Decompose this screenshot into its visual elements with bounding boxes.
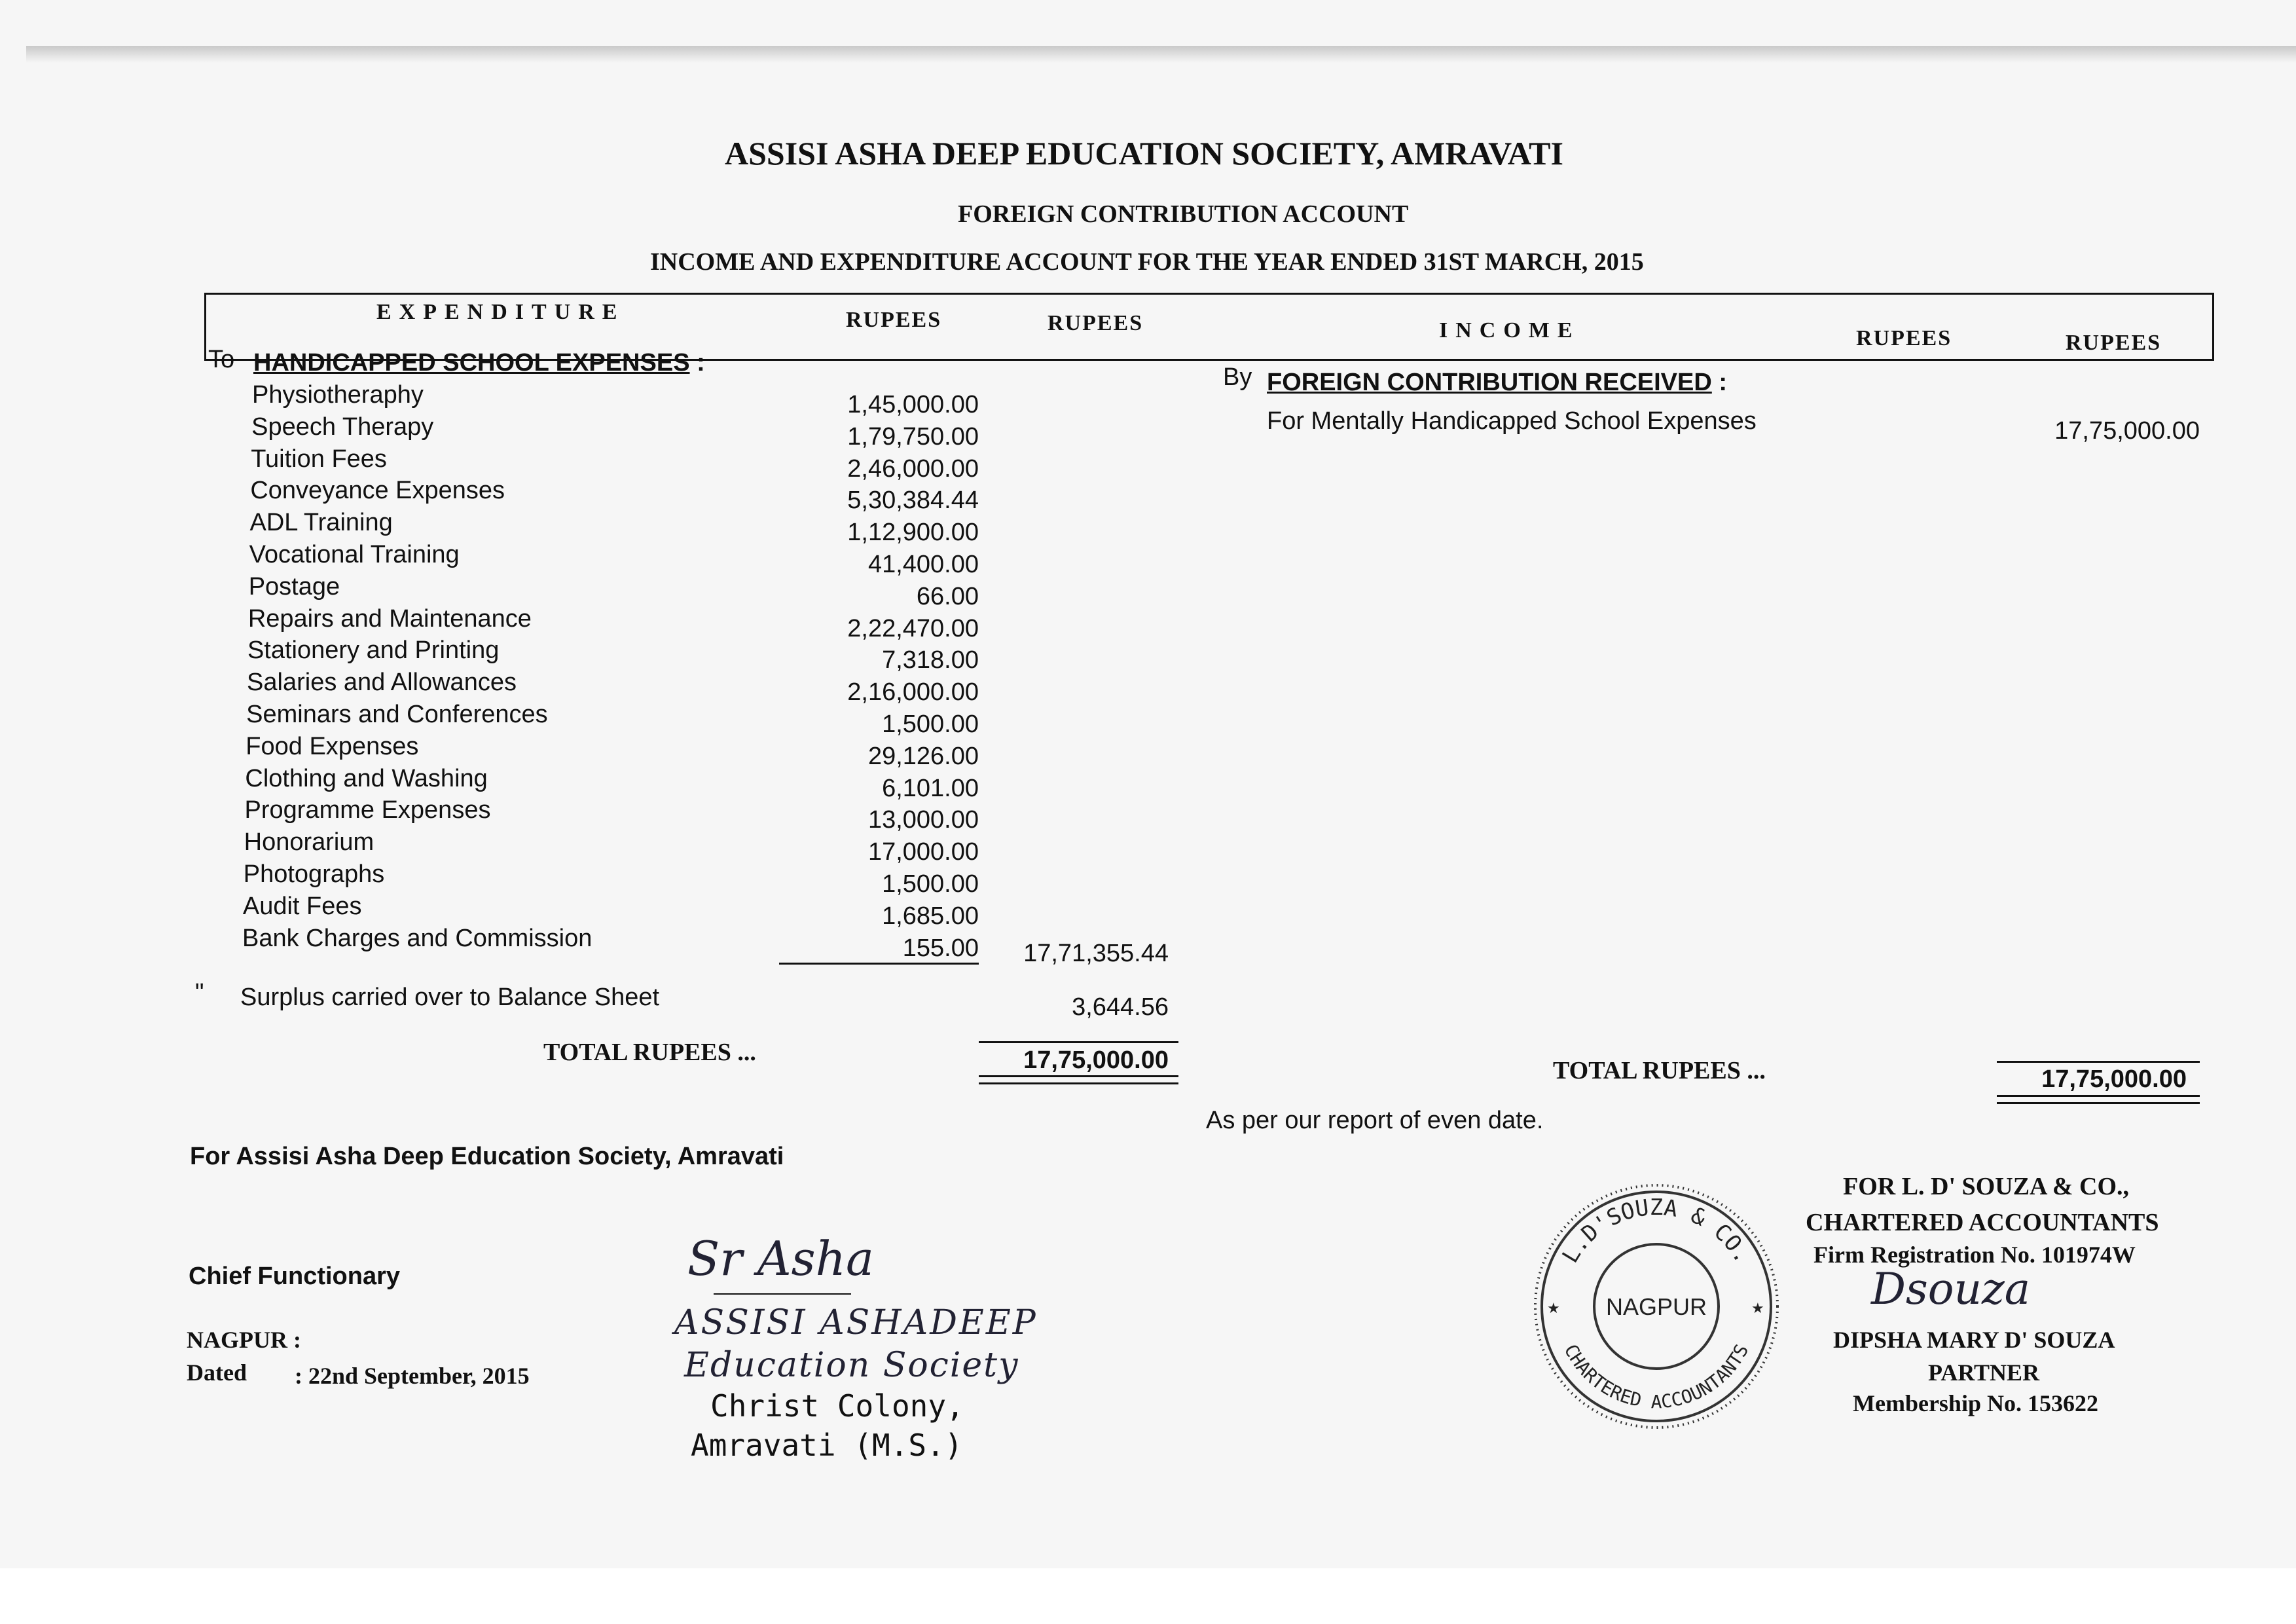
expenditure-item-label: Vocational Training [249,541,460,568]
org-title: ASSISI ASHA DEEP EDUCATION SOCIETY, AMRAVATI [725,135,1563,172]
signature-rule [714,1293,851,1295]
header-left-rule [204,293,206,361]
col-header-income: INCOME [1439,318,1580,342]
income-prefix: By [1223,363,1252,391]
income-total-amount: 17,75,000.00 [2041,1065,2187,1093]
account-title: FOREIGN CONTRIBUTION ACCOUNT [958,200,1409,228]
membership-number: Membership No. 153622 [1853,1390,2098,1416]
expenditure-item-label: Photographs [243,860,385,888]
auditor-signature: Dsouza [1871,1264,2031,1314]
expenditure-item-amount: 66.00 [916,582,979,610]
expenditure-item-amount: 1,12,900.00 [847,519,979,547]
expenditure-item-label: Honorarium [244,828,374,857]
col-header-expenditure: EXPENDITURE [376,300,625,324]
expenditure-item-label: Speech Therapy [251,413,434,441]
society-stamp-line-3: Christ Colony, [710,1388,964,1424]
expenditure-item-label: Tuition Fees [251,445,387,473]
auditor-line-1: FOR L. D' SOUZA & CO., [1843,1173,2130,1200]
seal-star-right-icon: ★ [1751,1301,1764,1317]
expenditure-item-label: Bank Charges and Commission [242,924,592,952]
expenditure-item-amount: 1,500.00 [882,870,979,898]
society-signature: Sr Asha [687,1231,874,1286]
col-header-rupees-2: RUPEES [1048,311,1144,335]
seal-star-left-icon: ★ [1547,1301,1560,1317]
scan-top-edge [26,46,2296,63]
society-stamp-line-2: Education Society [684,1346,1019,1385]
expenditure-item-label: Programme Expenses [244,796,491,824]
expenditure-total-top-rule [979,1041,1178,1043]
expenditure-item-label: Stationery and Printing [247,637,500,665]
expenditure-item-label: Clothing and Washing [245,764,488,792]
dated-value: : 22nd September, 2015 [295,1363,530,1389]
header-right-rule [2212,293,2214,361]
expenditure-total-label: TOTAL RUPEES ... [543,1039,756,1066]
expenditure-item-amount: 41,400.00 [867,551,979,578]
expenditure-item-amount: 1,45,000.00 [847,391,979,418]
income-item-label: For Mentally Handicapped School Expenses [1267,407,1757,435]
income-total-double-rule [1997,1095,2200,1104]
header-top-rule [204,293,2214,295]
col-header-rupees-1: RUPEES [846,308,942,332]
seal-bottom-text: CHARTERED ACCOUNTANTS [1559,1340,1753,1412]
auditor-line-3: Firm Registration No. 101974W [1813,1242,2136,1268]
chief-functionary: Chief Functionary [189,1263,401,1290]
expenditure-total-amount: 17,75,000.00 [1023,1046,1169,1074]
expenditure-item-amount: 5,30,384.44 [847,487,979,515]
expenditure-item-label: Conveyance Expenses [250,477,505,505]
expenditure-item-label: Repairs and Maintenance [247,604,532,633]
income-group-heading [1267,369,1727,397]
expenditure-group-label: HANDICAPPED SCHOOL EXPENSES [253,349,690,377]
surplus-amount: 3,644.56 [1072,993,1169,1021]
auditor-seal [1529,1179,1784,1434]
scan-bottom-edge [0,1568,2296,1624]
statement-title: INCOME AND EXPENDITURE ACCOUNT FOR THE YEAR ENDED 31ST MARCH, 2015 [650,248,1644,276]
partner-title: PARTNER [1928,1359,2040,1386]
society-stamp-line-1: ASSISI ASHADEEP [674,1303,1038,1342]
surplus-label: Surplus carried over to Balance Sheet [240,984,660,1011]
society-stamp-line-4: Amravati (M.S.) [691,1428,963,1463]
income-total-top-rule [1997,1061,2200,1063]
income-group-colon: : [1719,369,1728,396]
expenditure-item-label: Food Expenses [246,732,419,760]
place: NAGPUR : [187,1327,301,1353]
expenditure-group-heading [253,349,705,377]
expenditure-item-label: Salaries and Allowances [247,669,517,697]
report-note: As per our report of even date. [1206,1107,1544,1134]
expenditure-item-amount: 1,500.00 [882,710,979,738]
col-header-rupees-3: RUPEES [1856,326,1952,350]
expenditure-item-label: Postage [248,572,340,600]
expenditure-item-amount: 13,000.00 [867,806,979,834]
surplus-prefix: " [195,979,204,1006]
expenditure-item-amount: 2,22,470.00 [847,614,979,642]
auditor-line-2: CHARTERED ACCOUNTANTS [1806,1209,2159,1236]
seal-top-text: L.D'SOUZA & CO. [1557,1194,1756,1268]
expenditure-total-double-rule [979,1075,1178,1084]
expenditure-item-amount: 6,101.00 [882,774,979,802]
expenditure-item-label: ADL Training [249,509,393,537]
society-signoff: For Assisi Asha Deep Education Society, Amravati [190,1143,784,1170]
subtotal-rule [779,963,979,965]
expenditure-group-colon: : [697,349,705,377]
expenditure-group-total: 17,71,355.44 [1023,940,1169,967]
expenditure-item-amount: 29,126.00 [867,742,979,770]
expenditure-item-amount: 2,46,000.00 [847,454,979,483]
expenditure-item-amount: 1,79,750.00 [847,422,979,451]
income-group-label: FOREIGN CONTRIBUTION RECEIVED [1267,369,1712,396]
expenditure-item-amount: 7,318.00 [882,646,979,674]
seal-center-text: NAGPUR [1605,1293,1707,1320]
expenditure-item-label: Seminars and Conferences [246,701,548,728]
expenditure-item-label: Physiotheraphy [252,381,424,409]
expenditure-item-amount: 1,685.00 [882,902,979,930]
income-total-label: TOTAL RUPEES ... [1553,1057,1766,1084]
expenditure-item-label: Audit Fees [242,892,362,920]
dated-label: Dated [187,1359,247,1386]
expenditure-prefix: To [208,346,235,373]
expenditure-item-amount: 2,16,000.00 [847,678,979,707]
expenditure-item-amount: 155.00 [902,934,979,962]
income-item-amount: 17,75,000.00 [2054,417,2200,445]
expenditure-item-amount: 17,000.00 [867,838,979,866]
partner-name: DIPSHA MARY D' SOUZA [1833,1327,2115,1353]
col-header-rupees-4: RUPEES [2066,331,2162,355]
